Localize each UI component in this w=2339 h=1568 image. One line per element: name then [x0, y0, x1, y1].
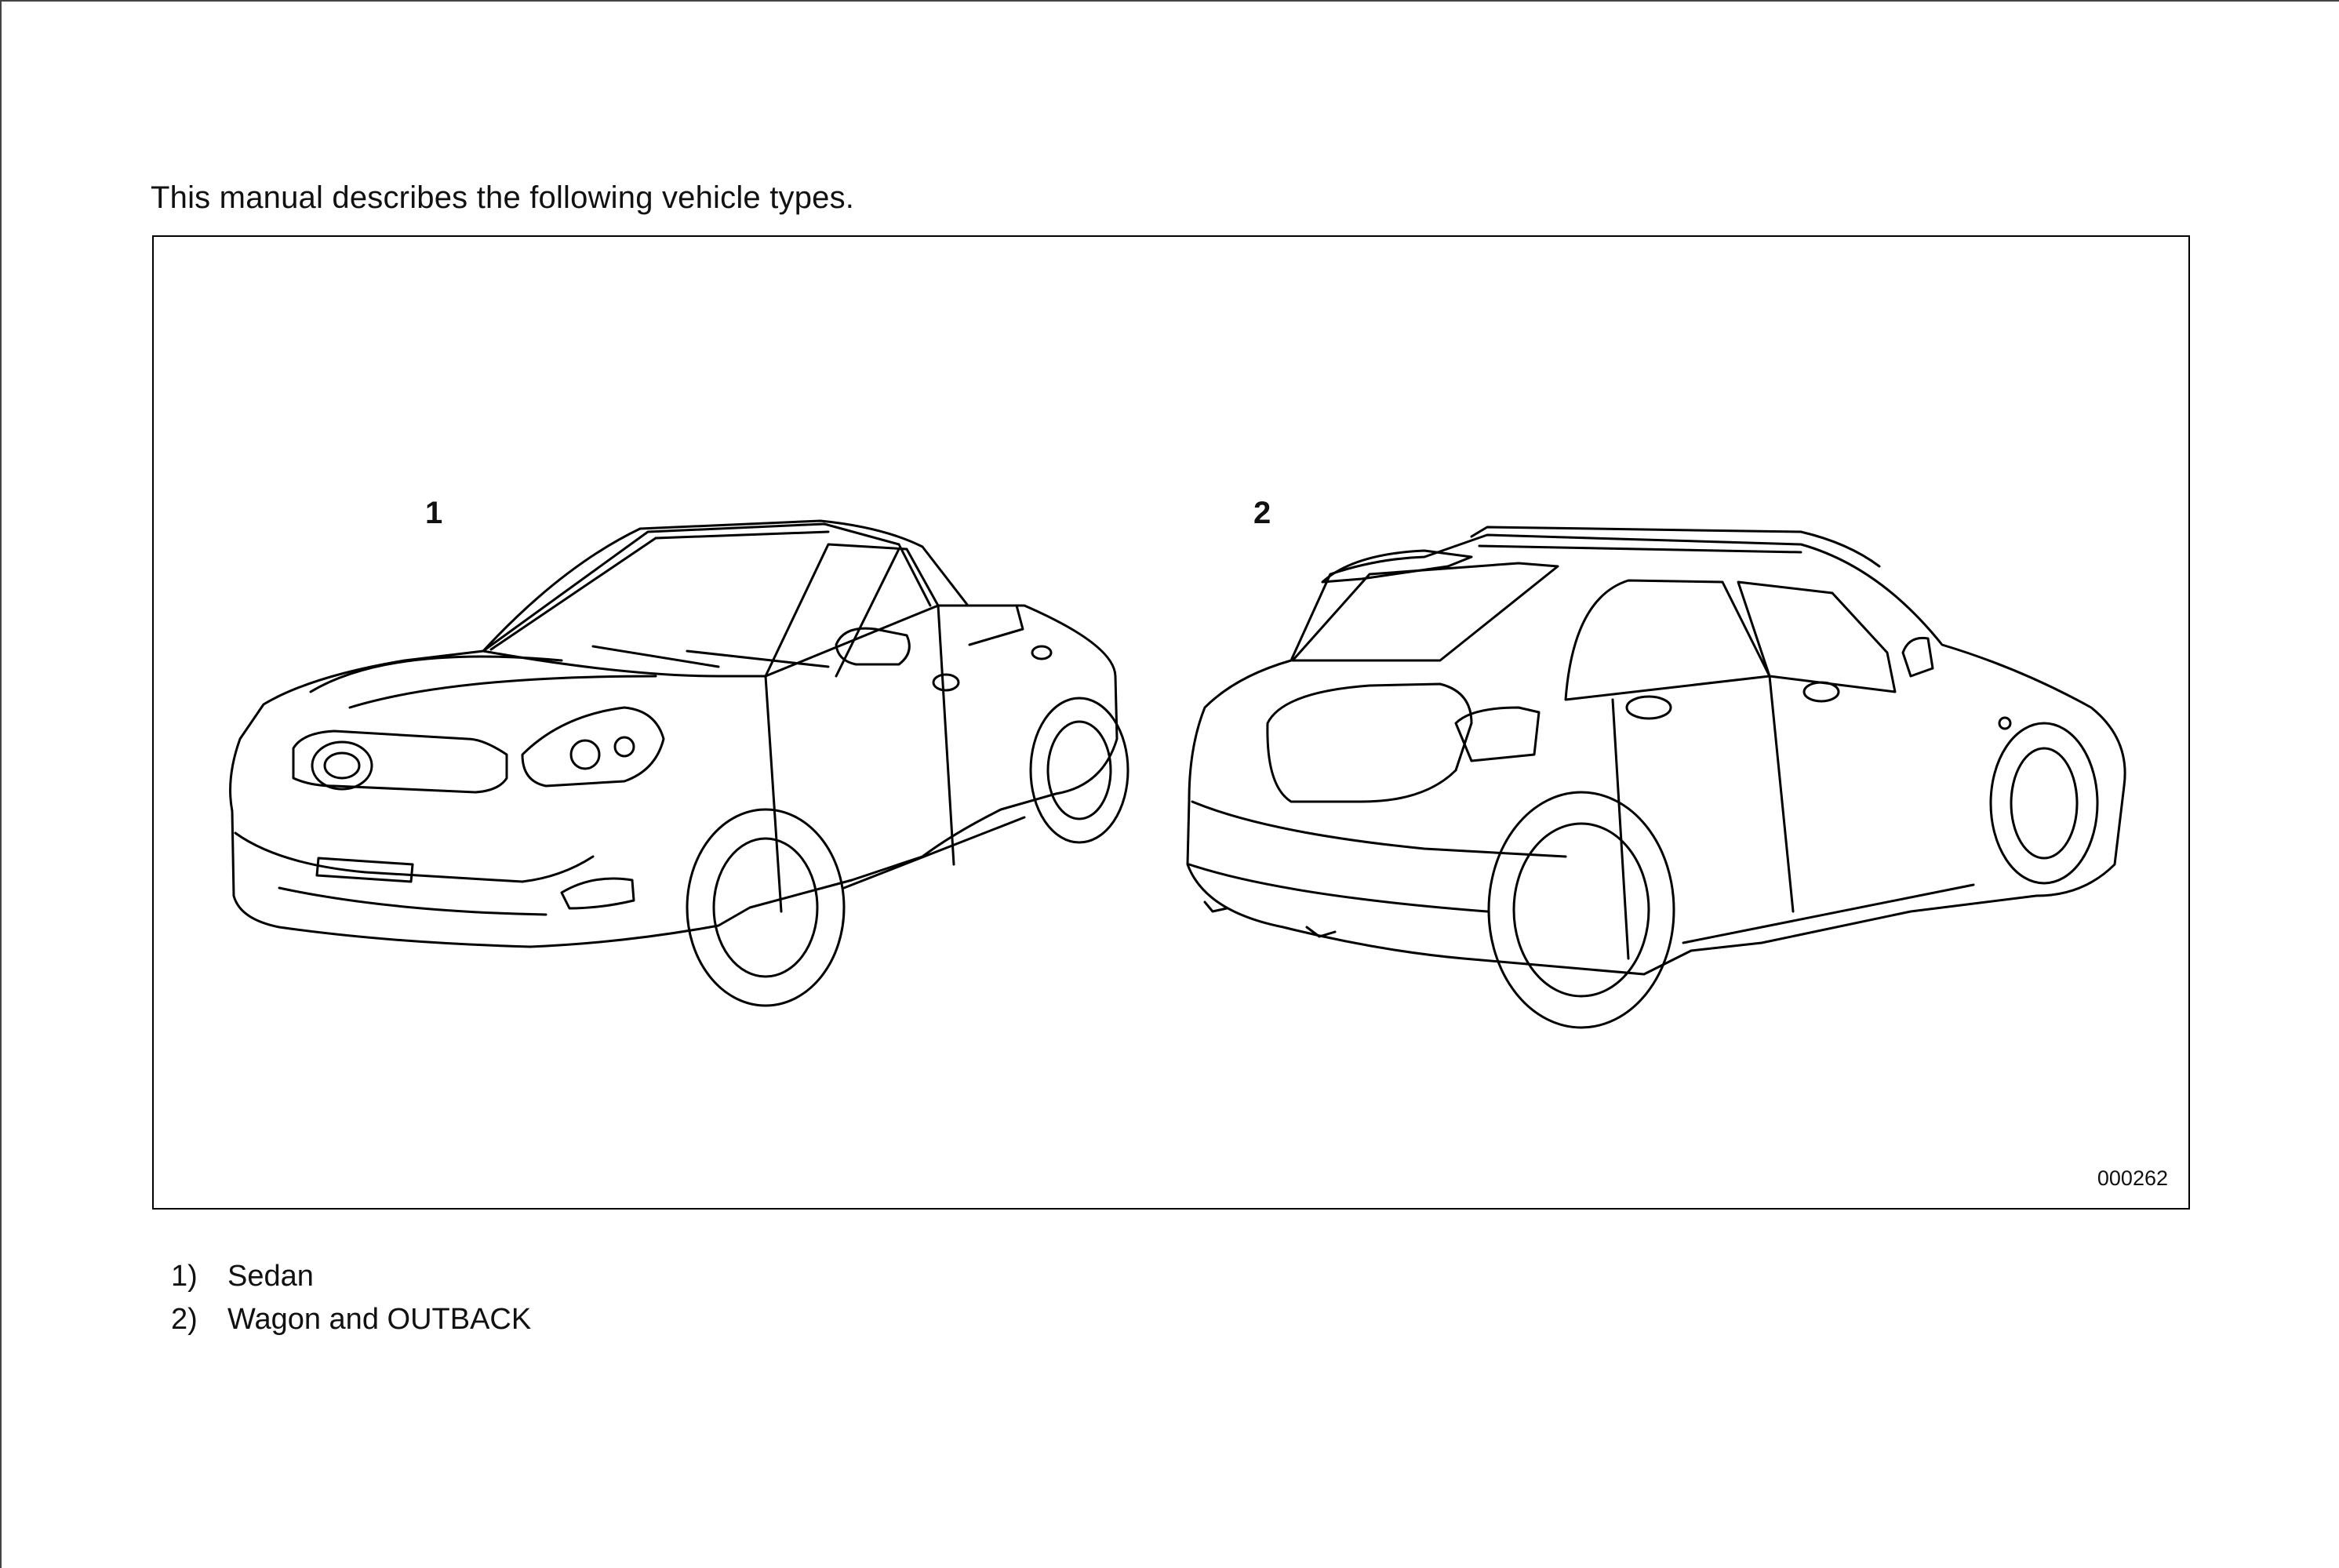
- vehicle-figure: [152, 235, 2190, 1210]
- legend-text: Sedan: [227, 1260, 314, 1293]
- legend-number: 2): [171, 1303, 198, 1336]
- sedan-illustration: [231, 521, 1128, 1006]
- legend-text: Wagon and OUTBACK: [227, 1303, 532, 1336]
- legend-item: [171, 1255, 531, 1298]
- figure-label-2: 2: [1253, 496, 1271, 530]
- figure-label-1: 1: [425, 496, 443, 530]
- legend: [171, 1255, 531, 1341]
- legend-number: 1): [171, 1260, 198, 1293]
- intro-text: This manual describes the following vehicle types.: [151, 180, 855, 215]
- wagon-illustration: [1188, 527, 2125, 1028]
- legend-item: [171, 1298, 531, 1341]
- figure-code: 000262: [2097, 1166, 2168, 1190]
